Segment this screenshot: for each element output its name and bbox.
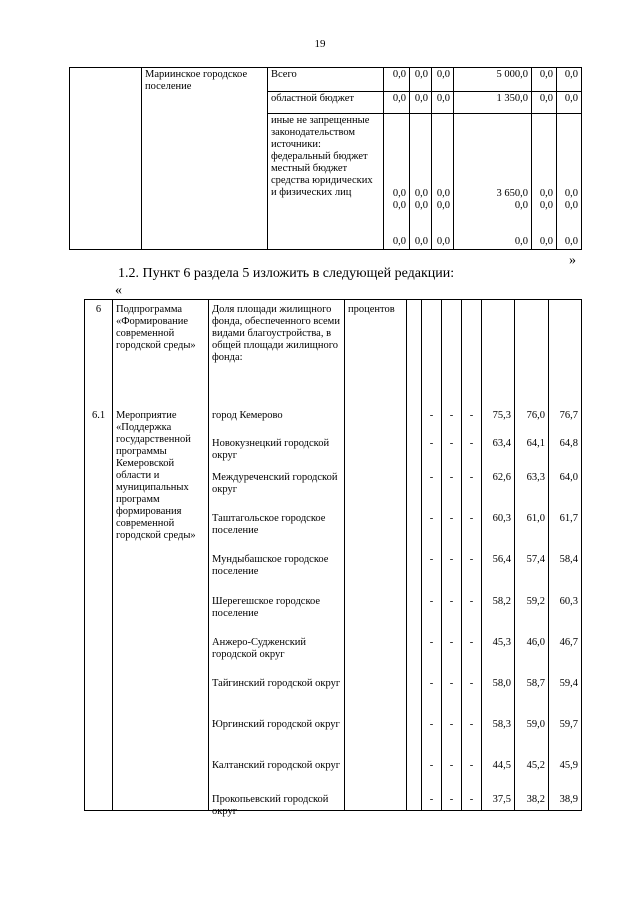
indicator-value: 61,7 [559,513,578,524]
dash-value: - [469,760,474,771]
indicator-value: 76,0 [526,410,545,421]
municipality-name: Мундыбашское городское поселение [212,554,329,577]
indicator-title: Доля площади жилищного фонда, обеспеченного всеми видами благоустройства, в общей площади жилищного фонда: [212,304,340,363]
row-label: областной бюджет [268,92,384,114]
dash-value: - [429,554,434,565]
empty-cell [70,68,142,250]
dash-value: - [449,637,454,648]
dash-value: - [429,438,434,449]
dash-value: - [449,596,454,607]
indicator-value: 76,7 [559,410,578,421]
dash-value: - [469,472,474,483]
indicator-value: 58,0 [492,678,511,689]
dash-column [442,300,462,811]
event-title: Мероприятие «Поддержка государственной программы Кемеровской области и муниципальных программ формирования современной городской среды» [116,410,196,541]
indicator-value: 61,0 [526,513,545,524]
indicator-value: 58,2 [492,596,511,607]
empty-column [407,300,422,811]
indicator-value: 64,1 [526,438,545,449]
indicator-value: 59,2 [526,596,545,607]
section-heading: 1.2. Пункт 6 раздела 5 изложить в следующей редакции: [118,266,455,281]
value-cell: 3 650,0 0,0 0,0 [454,114,532,250]
municipality-name: Таштагольское городское поселение [212,513,326,536]
value-cell: 0,0 [557,92,582,114]
indicator-value: 46,7 [559,637,578,648]
indicator-value: 38,9 [559,794,578,805]
value-cell: 0,0 0,0 0,0 [410,114,432,250]
value-cell: 0,0 0,0 0,0 [432,114,454,250]
dash-value: - [469,438,474,449]
dash-value: - [449,794,454,805]
value-cell: 0,0 [432,92,454,114]
value-cell: 1 350,0 [454,92,532,114]
dash-value: - [429,513,434,524]
indicator-value: 60,3 [559,596,578,607]
value-cell: 5 000,0 [454,68,532,92]
dash-value: - [469,794,474,805]
indicator-value: 45,3 [492,637,511,648]
value-column [549,300,582,811]
value-cell: 0,0 [410,92,432,114]
dash-value: - [469,719,474,730]
dash-value: - [429,410,434,421]
indicator-table [84,299,582,817]
dash-value: - [449,554,454,565]
value-cell: 0,0 [557,68,582,92]
indicator-value: 57,4 [526,554,545,565]
dash-value: - [469,554,474,565]
value-cell: 0,0 [532,68,557,92]
value-cell: 0,0 0,0 0,0 [384,114,410,250]
indicator-value: 59,0 [526,719,545,730]
value-cell: 0,0 0,0 0,0 [557,114,582,250]
dash-value: - [449,513,454,524]
municipality-name: Юргинский городской округ [212,719,340,730]
indicator-value: 75,3 [492,410,511,421]
subprogram-title: Подпрограмма «Формирование современной городской среды» [116,304,196,351]
value-cell: 0,0 [384,92,410,114]
dash-value: - [429,678,434,689]
unit-label: процентов [348,304,395,315]
dash-value: - [469,513,474,524]
indicator-value: 59,7 [559,719,578,730]
dash-value: - [449,438,454,449]
municipality-name: Шерегешское городское поселение [212,596,321,619]
municipality-name: Калтанский городской округ [212,760,341,771]
legal-entities-label: средства юридических и физических лиц [271,175,373,198]
row-label: Всего [268,68,384,92]
opening-quote: « [115,283,122,298]
indicator-value: 58,7 [526,678,545,689]
municipality-name: город Кемерово [212,410,283,421]
sources-cell [268,114,384,250]
municipality-name: Прокопьевский городской округ [212,794,329,817]
name-column [113,300,209,811]
value-cell: 0,0 [532,92,557,114]
dash-value: - [429,596,434,607]
dash-value: - [429,794,434,805]
value-column [515,300,549,811]
indicator-value: 59,4 [559,678,578,689]
municipality-name: Новокузнецкий городской округ [212,438,330,461]
municipality-name: Междуреченский городской округ [212,472,338,495]
dash-value: - [469,678,474,689]
dash-value: - [449,410,454,421]
row-number-6: 6 [95,304,102,315]
funding-table [69,67,582,250]
value-cell: 0,0 [384,68,410,92]
value-cell: 0,0 0,0 0,0 [532,114,557,250]
indicator-value: 58,3 [492,719,511,730]
dash-value: - [469,410,474,421]
page-number: 19 [314,38,326,50]
indicator-value: 38,2 [526,794,545,805]
local-budget-label: местный бюджет [271,163,348,174]
number-column [85,300,113,811]
value-cell: 0,0 [432,68,454,92]
municipality-name: Анжеро-Судженский городской округ [212,637,307,660]
indicator-value: 63,3 [526,472,545,483]
dash-value: - [449,760,454,771]
indicator-column [209,300,345,817]
dash-value: - [469,596,474,607]
dash-value: - [429,472,434,483]
indicator-value: 64,8 [559,438,578,449]
row-number-6-1: 6.1 [91,410,106,421]
indicator-value: 60,3 [492,513,511,524]
dash-value: - [469,637,474,648]
indicator-value: 45,9 [559,760,578,771]
indicator-value: 37,5 [492,794,511,805]
dash-value: - [449,719,454,730]
value-column [482,300,515,811]
municipality-cell: Мариинское городское поселение [142,68,268,250]
indicator-value: 64,0 [559,472,578,483]
indicator-value: 62,6 [492,472,511,483]
dash-column [462,300,482,811]
dash-column [422,300,442,811]
federal-budget-label: федеральный бюджет [271,151,368,162]
indicator-value: 45,2 [526,760,545,771]
indicator-value: 63,4 [492,438,511,449]
indicator-value: 44,5 [492,760,511,771]
value-cell: 0,0 [410,68,432,92]
dash-value: - [429,760,434,771]
municipality-name: Тайгинский городской округ [212,678,341,689]
dash-value: - [449,678,454,689]
indicator-value: 46,0 [526,637,545,648]
dash-value: - [429,719,434,730]
other-sources-label: иные не запрещенные законодательством источники: [271,115,370,150]
closing-quote: » [569,253,576,268]
indicator-value: 56,4 [492,554,511,565]
unit-column [345,300,407,811]
dash-value: - [449,472,454,483]
indicator-value: 58,4 [559,554,578,565]
dash-value: - [429,637,434,648]
